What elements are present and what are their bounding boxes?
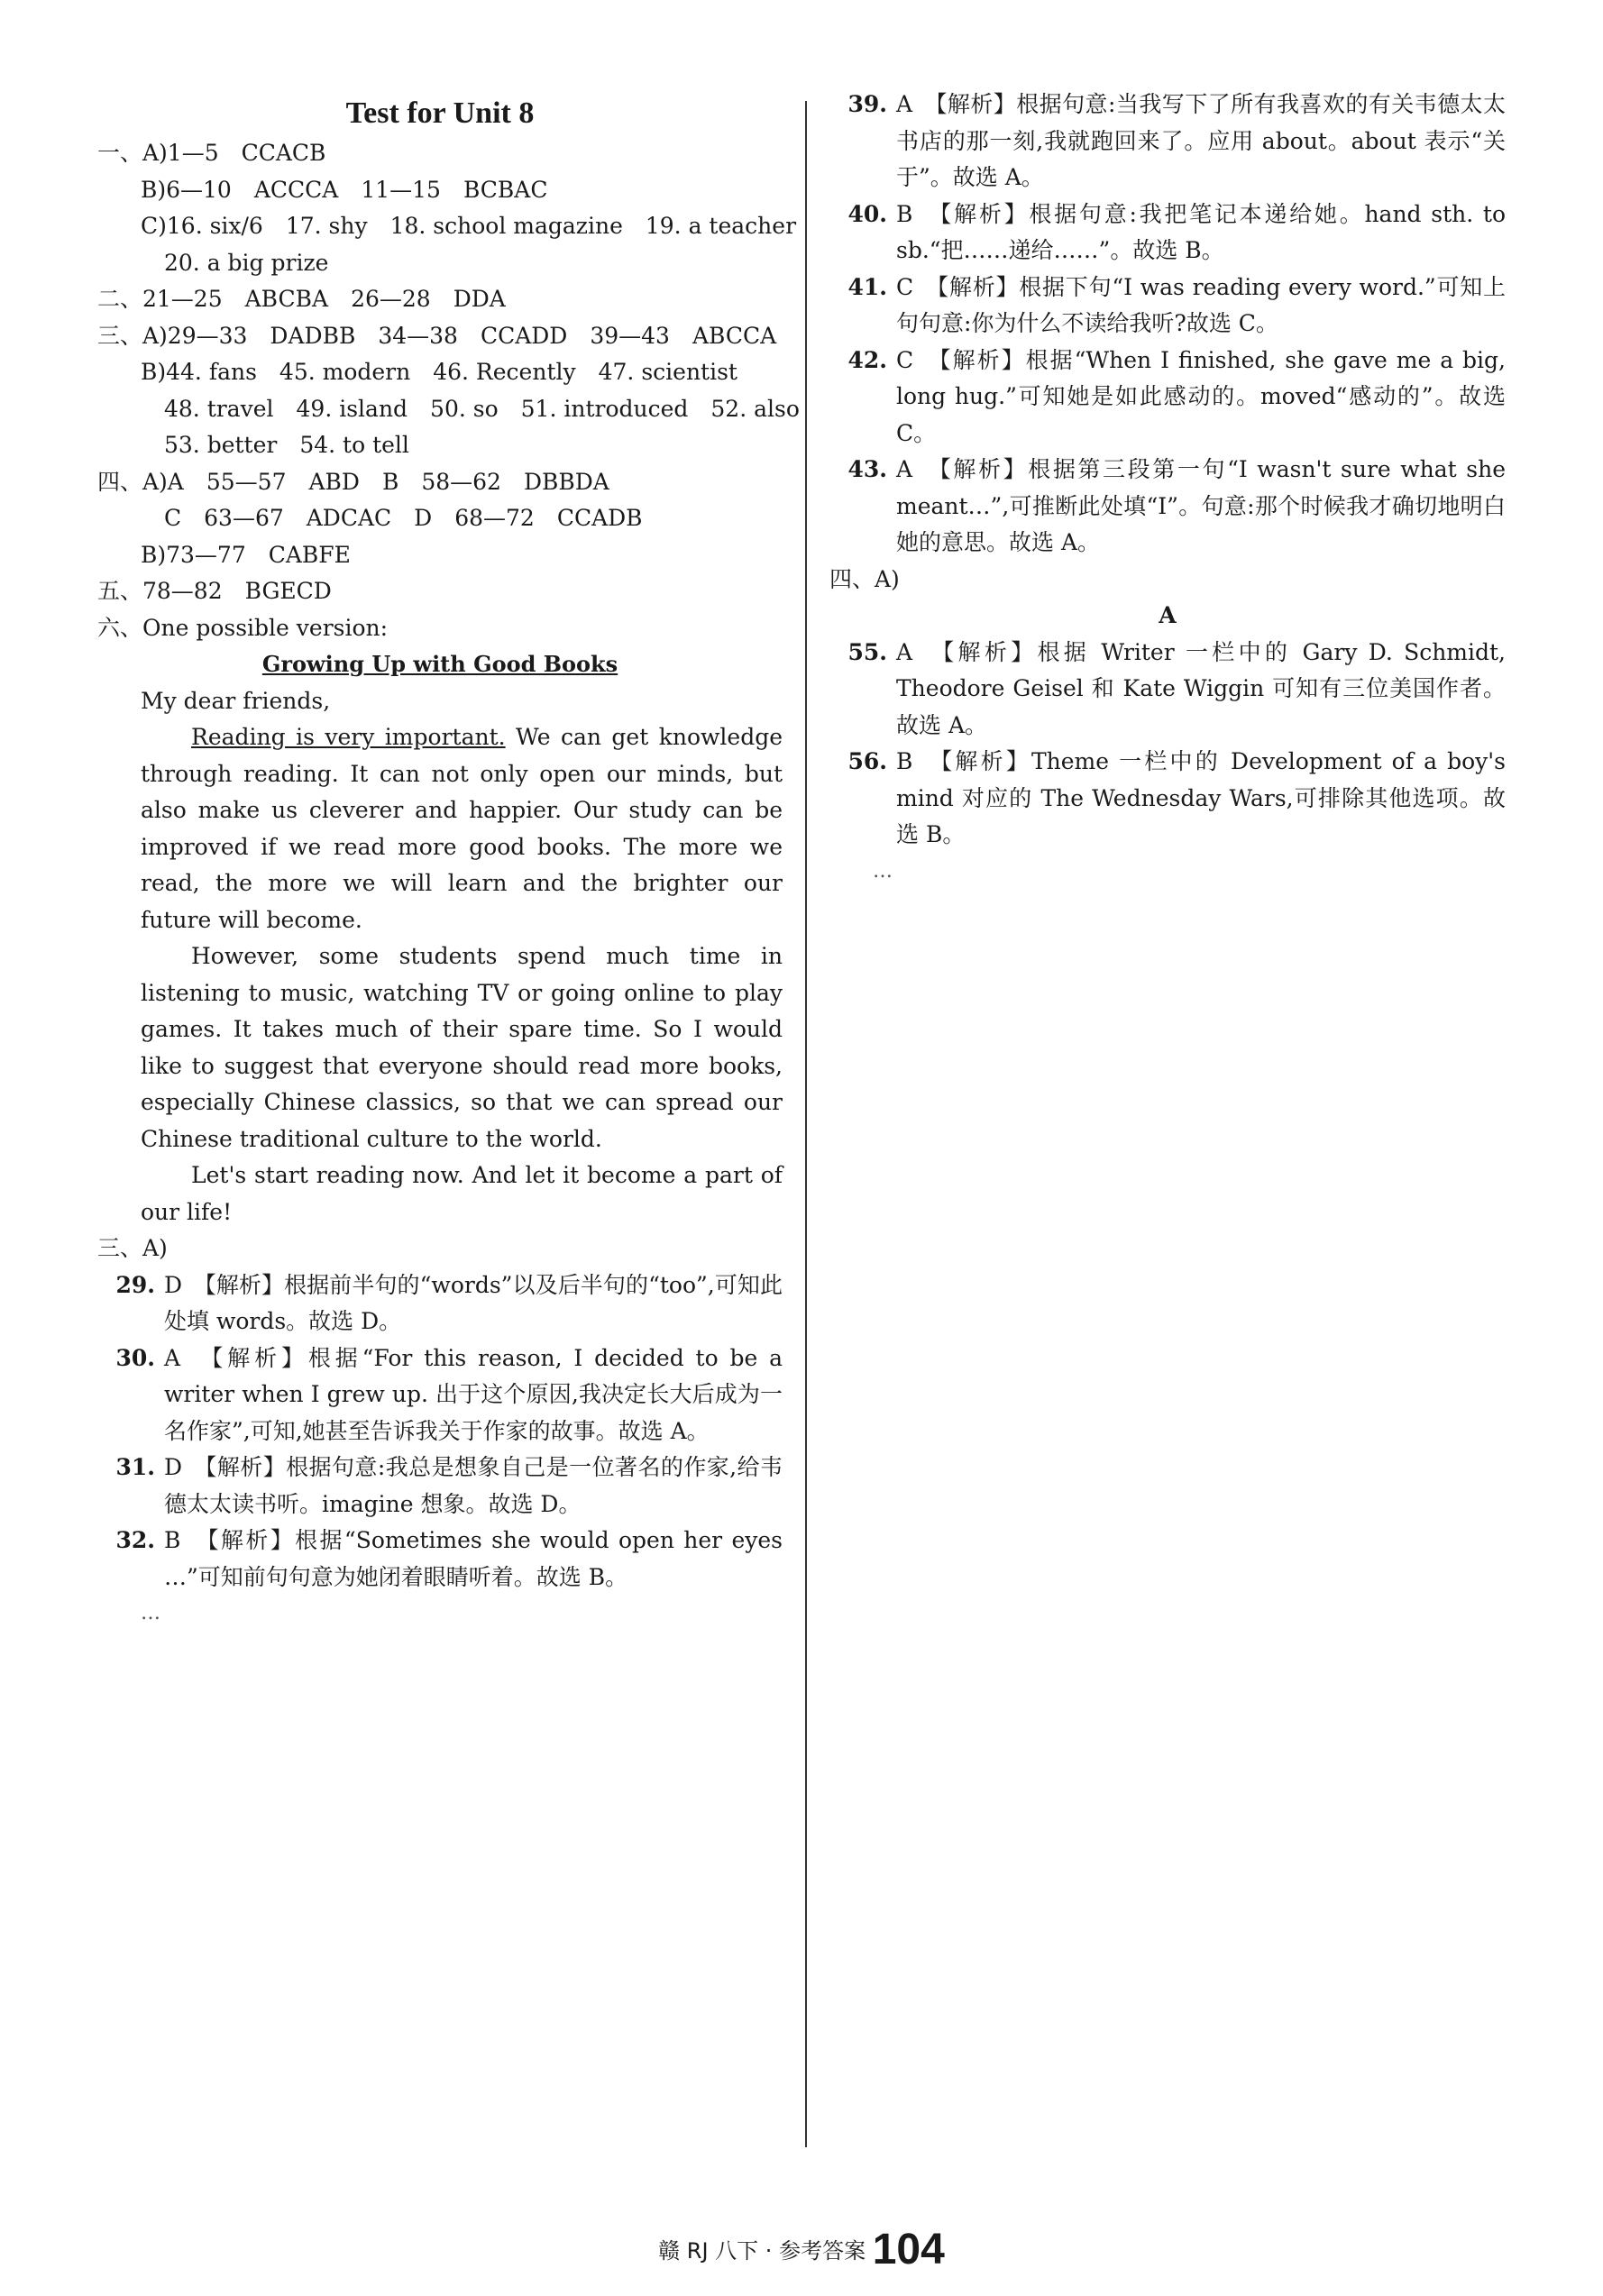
section-3-label: 三、A) [97, 1235, 168, 1261]
question-number: 29. [115, 1271, 155, 1298]
answer-line: 四、A)A 55—57 ABD B 58—62 DBBDA [97, 468, 609, 495]
question-number: 31. [115, 1454, 155, 1480]
page-title: Test for Unit 8 [345, 96, 535, 130]
right-more: … [873, 859, 893, 883]
essay-paragraph-3 [97, 1157, 783, 1230]
question-number: 41. [847, 273, 887, 300]
essay-title: Growing Up with Good Books [261, 651, 618, 677]
essay-paragraph-2 [97, 938, 783, 1157]
question-number: 30. [115, 1344, 155, 1371]
right-column [829, 87, 1506, 890]
question-number: 56. [847, 748, 887, 774]
question-explanation: A 【解析】根据句意:当我写下了所有我喜欢的有关韦德太太书店的那一刻,我就跑回来了。应用 about。about 表示“关于”。故选 A。 [896, 91, 1506, 190]
question-item [97, 1523, 783, 1596]
question-item [829, 87, 1506, 197]
left-more: … [141, 1602, 160, 1624]
answer-lines [97, 135, 800, 646]
question-item [829, 744, 1506, 854]
answer-line: 五、78—82 BGECD [97, 578, 332, 604]
answer-line: C 63—67 ADCAC D 68—72 CCADB [164, 505, 643, 531]
left-question-list [97, 1267, 783, 1596]
question-item [829, 197, 1506, 270]
question-explanation: A 【解析】根据 Writer 一栏中的 Gary D. Schmidt, Theodore Geisel 和 Kate Wiggin 可知有三位美国作者。故选 A。 [896, 638, 1506, 738]
answer-line: 三、A)29—33 DADBB 34—38 CCADD 39—43 ABCCA [97, 322, 777, 349]
essay-topic-sentence: Reading is very important. [191, 724, 506, 750]
question-item [97, 1340, 783, 1450]
question-number: 43. [847, 456, 887, 482]
answer-line: 53. better 54. to tell [164, 432, 409, 458]
page-footer [0, 2225, 1603, 2274]
answer-line: 20. a big prize [164, 249, 329, 276]
question-item [829, 343, 1506, 453]
answer-line: 六、One possible version: [97, 614, 389, 641]
left-column [97, 87, 800, 1633]
question-number: 32. [115, 1527, 155, 1553]
question-item [97, 1450, 783, 1523]
right-question-list [829, 87, 1506, 562]
answer-line: 48. travel 49. island 50. so 51. introduced 52. also [164, 395, 800, 422]
answer-line: 一、A)1—5 CCACB [97, 140, 326, 166]
question-number: 42. [847, 346, 887, 373]
question-explanation: A 【解析】根据“For this reason, I decided to be a writer when I grew up. 出于这个原因,我决定长大后成为一名作家”,可知,她甚至告诉我关于作家的故事。故选 A。 [164, 1344, 783, 1444]
question-explanation: D 【解析】根据句意:我总是想象自己是一位著名的作家,给韦德太太读书听。imagine 想象。故选 D。 [164, 1454, 783, 1517]
question-explanation: C 【解析】根据下句“I was reading every word.”可知上句句意:你为什么不读给我听?故选 C。 [896, 273, 1506, 336]
question-explanation: D 【解析】根据前半句的“words”以及后半句的“too”,可知此处填 words。故选 D。 [164, 1271, 783, 1334]
question-explanation: B 【解析】Theme 一栏中的 Development of a boy's mind 对应的 The Wednesday Wars,可排除其他选项。故选 B。 [896, 748, 1506, 847]
answer-line: 二、21—25 ABCBA 26—28 DDA [97, 286, 506, 312]
answer-line: C)16. six/6 17. shy 18. school magazine 19. a teacher [141, 213, 797, 239]
question-number: 40. [847, 200, 887, 227]
question-item [829, 635, 1506, 745]
answer-line: B)44. fans 45. modern 46. Recently 47. scientist [141, 359, 737, 385]
answer-line: B)73—77 CABFE [141, 541, 351, 568]
essay-paragraph-1-text: We can get knowledge through reading. It can not only open our minds, but also make us cleverer and happier. Our study can be improved if we read more good books. The more we read, the more we will learn and the brighter our future will become. [141, 724, 783, 933]
essay-greeting: My dear friends, [141, 687, 331, 714]
question-explanation: B 【解析】根据句意:我把笔记本递给她。hand sth. to sb.“把……递给……”。故选 B。 [896, 200, 1506, 263]
question-explanation: B 【解析】根据“Sometimes she would open her eyes …”可知前句句意为她闭着眼睛听着。故选 B。 [164, 1527, 783, 1590]
footer-label: 赣 RJ 八下 · 参考答案 [658, 2238, 866, 2264]
question-explanation: C 【解析】根据“When I finished, she gave me a big, long hug.”可知她是如此感动的。moved“感动的”。故选 C。 [896, 346, 1506, 446]
passage-letter-a: A [1159, 602, 1177, 628]
answer-line: B)6—10 ACCCA 11—15 BCBAC [141, 176, 548, 203]
question-item [829, 452, 1506, 562]
question-item [97, 1267, 783, 1340]
question-number: 55. [847, 638, 887, 665]
question-number: 39. [847, 91, 887, 117]
page-number: 104 [872, 2226, 945, 2273]
question-item [829, 270, 1506, 343]
section-4-label: 四、A) [829, 565, 900, 592]
question-explanation: A 【解析】根据第三段第一句“I wasn't sure what she meant…”,可推断此处填“I”。句意:那个时候我才确切地明白她的意思。故选 A。 [896, 456, 1506, 555]
column-divider [805, 101, 807, 2147]
essay-paragraph-2-text: However, some students spend much time in listening to music, watching TV or going online to play games. It takes much of their spare time. So I would like to suggest that everyone should read more books, especially Chinese classics, so that we can spread our Chinese traditional culture to the world. [141, 943, 783, 1152]
essay-paragraph-3-text: Let's start reading now. And let it become a part of our life! [141, 1162, 783, 1225]
right-question-list-2 [829, 635, 1506, 854]
essay-paragraph-1 [97, 719, 783, 938]
